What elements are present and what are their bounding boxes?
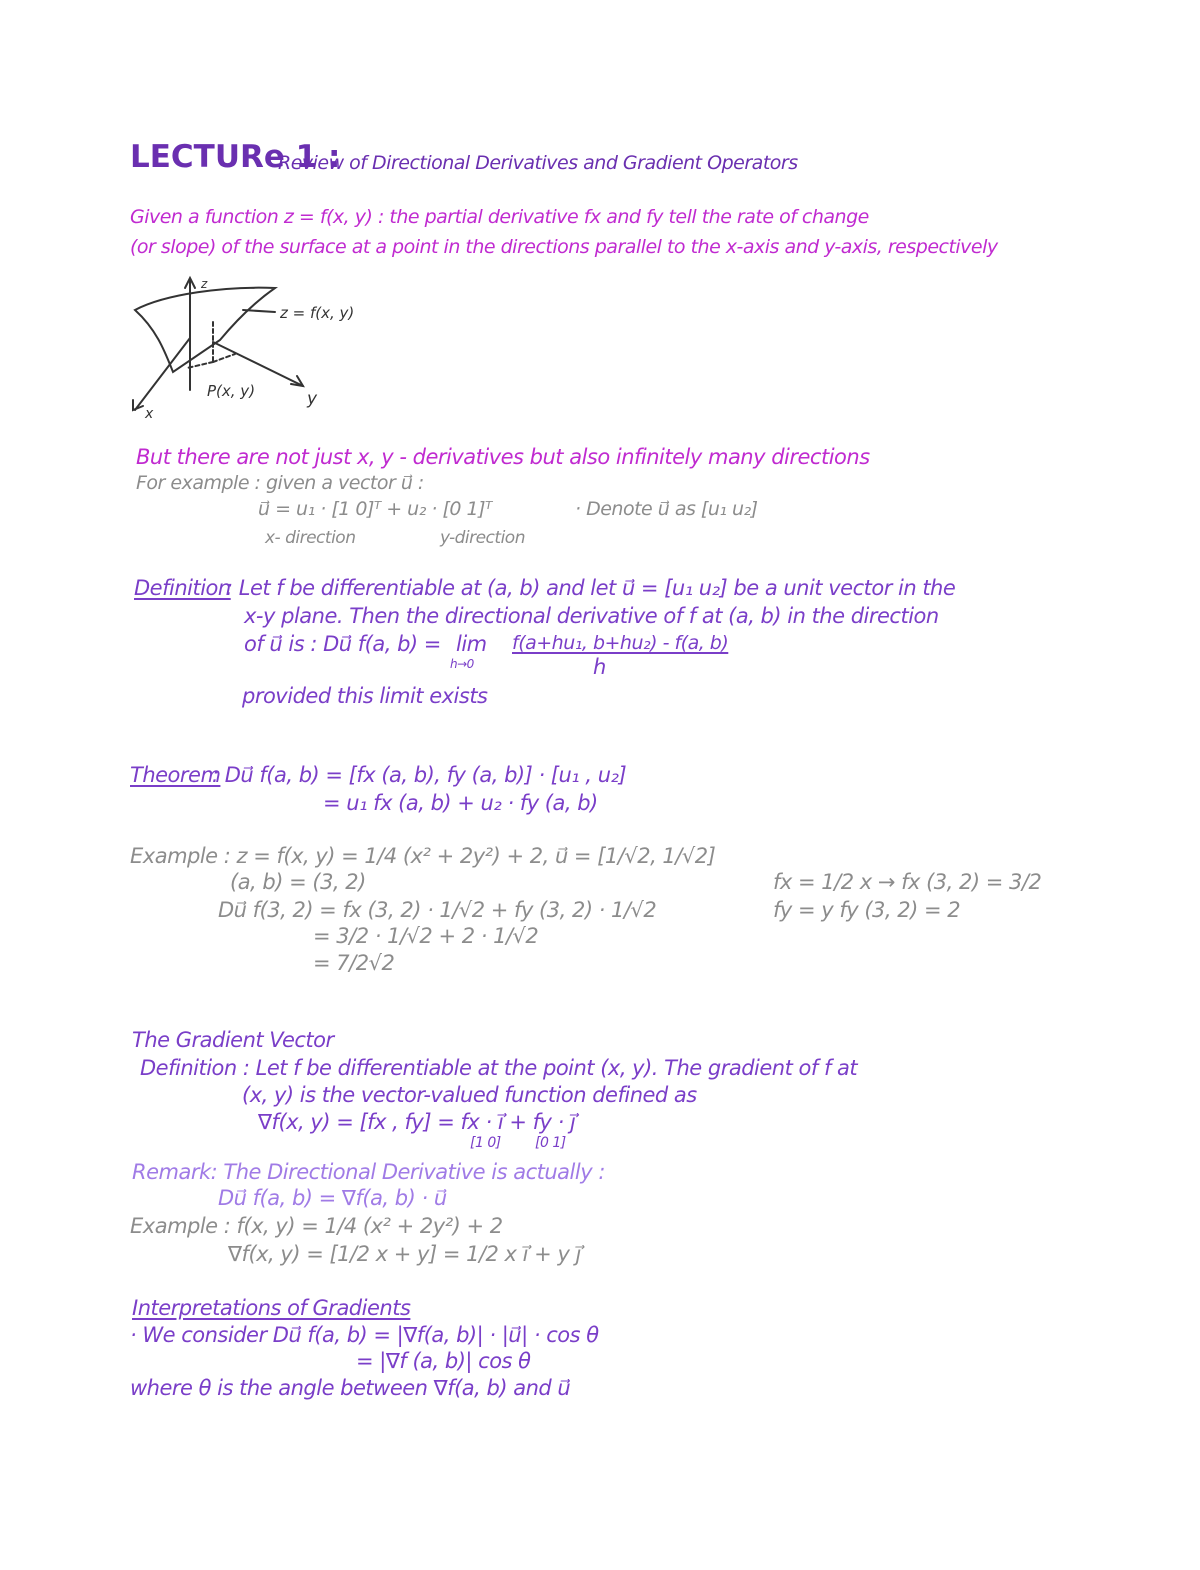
lecture-subtitle: Review of Directional Derivatives and Gradient Operators [278, 152, 798, 174]
theorem-line-1: : Du⃗ f(a, b) = [fx (a, b), fy (a, b)] · [u₁ , u₂] [212, 763, 627, 787]
remark-line-2: Du⃗ f(a, b) = ∇f(a, b) · u⃗ [218, 1186, 447, 1210]
limit-denominator: h [593, 655, 606, 679]
theorem-line-2: = u₁ fx (a, b) + u₂ · fy (a, b) [323, 791, 598, 815]
gradient-heading: The Gradient Vector [132, 1028, 334, 1052]
directions-line-3: u⃗ = u₁ · [1 0]ᵀ + u₂ · [0 1]ᵀ [258, 498, 492, 520]
unit-vector-j: [0 1] [535, 1135, 566, 1151]
example1-line-4: = 3/2 · 1/√2 + 2 · 1/√2 [313, 924, 539, 948]
interpretation-line-1: · We consider Du⃗ f(a, b) = |∇f(a, b)| · |u⃗| · cos θ [130, 1323, 599, 1347]
limit-subscript: h→0 [450, 657, 474, 671]
example1-side-2: fy = y fy (3, 2) = 2 [773, 898, 961, 922]
surface-pointer [243, 310, 275, 312]
gradient-example-2: ∇f(x, y) = [1/2 x + y] = 1/2 x i⃗ + y j⃗ [228, 1242, 581, 1266]
y-label: y [307, 389, 318, 409]
z-label: z [201, 277, 208, 291]
definition-line-1: : Let f be differentiable at (a, b) and let u⃗ = [u₁ u₂] be a unit vector in the [226, 576, 956, 600]
definition-line-3: of u⃗ is : Du⃗ f(a, b) = [244, 632, 441, 656]
remark-line-1: Remark: The Directional Derivative is actually : [132, 1160, 605, 1184]
x-direction-note: x- direction [265, 528, 356, 548]
example1-line-3: Du⃗ f(3, 2) = fx (3, 2) · 1/√2 + fy (3, 2) · 1/√2 [218, 898, 657, 922]
gradient-def-3: ∇f(x, y) = [fx , fy] = fx · i⃗ + fy · j⃗ [258, 1110, 576, 1134]
directions-line-2: For example : given a vector u⃗ : [136, 472, 424, 494]
intro-line-1: Given a function z = f(x, y) : the partial derivative fx and fy tell the rate of change [130, 206, 869, 228]
point-label: P(x, y) [207, 382, 256, 400]
gradient-def-2: (x, y) is the vector-valued function defined as [242, 1083, 697, 1107]
denote-note: · Denote u⃗ as [u₁ u₂] [575, 498, 758, 520]
definition-label: Definition [134, 576, 231, 600]
intro-line-2: (or slope) of the surface at a point in the directions parallel to the x-axis and y-axis, respectively [130, 236, 998, 258]
example1-line-5: = 7/2√2 [313, 951, 395, 975]
gradient-def-1: Definition : Let f be differentiable at the point (x, y). The gradient of f at [140, 1056, 858, 1080]
interpretation-line-3: where θ is the angle between ∇f(a, b) and u⃗ [130, 1376, 571, 1400]
theorem-label: Theorem [130, 763, 221, 787]
gradient-example-1: Example : f(x, y) = 1/4 (x² + 2y²) + 2 [130, 1214, 503, 1238]
surface-diagram [125, 272, 365, 422]
y-axis [213, 342, 303, 386]
example1-side-1: fx = 1/2 x → fx (3, 2) = 3/2 [773, 870, 1042, 894]
definition-line-4: provided this limit exists [242, 684, 488, 708]
example1-line-1: Example : z = f(x, y) = 1/4 (x² + 2y²) + 2, u⃗ = [1/√2, 1/√2] [130, 844, 716, 868]
x-label: x [145, 406, 154, 422]
definition-line-2: x-y plane. Then the directional derivative of f at (a, b) in the direction [244, 604, 939, 628]
limit-numerator: f(a+hu₁, b+hu₂) - f(a, b) [512, 632, 729, 654]
surface [135, 288, 275, 372]
projection-line-2 [213, 354, 235, 362]
lecture-title: LECTURe 1 : [130, 139, 341, 175]
example1-line-2: (a, b) = (3, 2) [230, 870, 366, 894]
surface-label: z = f(x, y) [280, 304, 355, 322]
limit-operator: lim [456, 632, 487, 656]
unit-vector-i: [1 0] [470, 1135, 501, 1151]
interpretation-heading: Interpretations of Gradients [132, 1296, 411, 1320]
interpretation-line-2: = |∇f (a, b)| cos θ [356, 1349, 531, 1373]
directions-line-1: But there are not just x, y - derivatives but also infinitely many directions [136, 445, 870, 469]
y-direction-note: y-direction [440, 528, 525, 548]
